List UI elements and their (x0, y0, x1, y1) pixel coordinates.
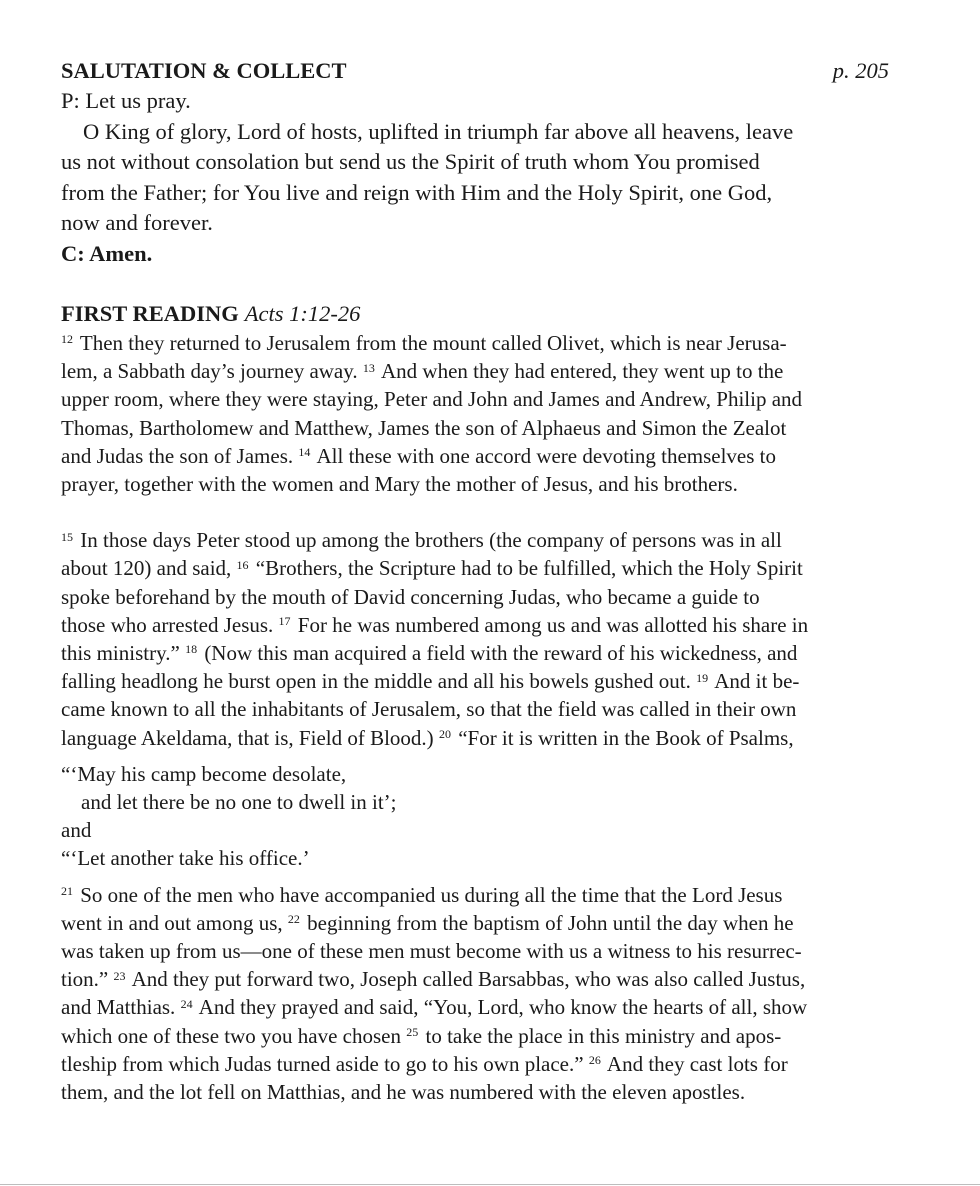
verse-number: 21 (61, 884, 73, 899)
verse-number: 12 (61, 332, 73, 347)
text-line: prayer, together with the women and Mary the mother of Jesus, and his brothers. (61, 472, 738, 497)
verse-number: 13 (362, 360, 375, 375)
scripture-paragraph-2 (61, 526, 903, 752)
text-line: them, and the lot fell on Matthias, and he was numbered with the eleven apostles. (61, 1080, 746, 1105)
text-line: tion.” $^{23}$ And they put forward two, Joseph called Barsabbas, who was also called Justus, (61, 967, 806, 992)
text-line: language Akeldama, that is, Field of Blood.) $^{20}$ “For it is written in the Book of Psalms, (61, 725, 794, 750)
verse-number: 16 (236, 557, 249, 572)
verse-number: 14 (298, 445, 311, 460)
reading-heading (61, 299, 903, 329)
verse-number: 17 (278, 614, 291, 629)
verse-number: 24 (180, 996, 193, 1011)
verse-number: 15 (61, 529, 73, 544)
text-line: and Matthias. $^{24}$ And they prayed and said, “You, Lord, who know the hearts of all, show (61, 995, 808, 1020)
collect-line: us not without consolation but send us the Spirit of truth whom You promised (61, 149, 760, 174)
quote-line: “‘May his camp become desolate, (61, 761, 347, 786)
text-line: about 120) and said, $^{16}$ “Brothers, the Scripture had to be fulfilled, which the Holy Spirit (61, 556, 803, 581)
page-reference: p. 205 (832, 58, 889, 83)
text-line: and Judas the son of James. $^{14}$ All these with one accord were devoting themselves to (61, 443, 777, 468)
text-line: which one of these two you have chosen $^{25}$ to take the place in this ministry and apos- (61, 1023, 782, 1048)
collect-line: from the Father; for You live and reign with Him and the Holy Spirit, one God, (61, 179, 773, 205)
quote-line: “‘Let another take his office.’ (61, 846, 310, 871)
text-line: falling headlong he burst open in the middle and all his bowels gushed out. $^{19}$ And it be- (61, 669, 800, 694)
text-line: tleship from which Judas turned aside to go to his own place.” $^{26}$ And they cast lots for (61, 1051, 788, 1076)
page-bottom-rule (0, 1184, 980, 1185)
psalm-quotation (61, 760, 903, 873)
reading-title: FIRST READING (61, 301, 239, 326)
verse-number: 18 (185, 642, 198, 657)
quote-conjunction: and (61, 818, 92, 843)
text-line: spoke beforehand by the mouth of David concerning Judas, who became a guide to (61, 584, 760, 609)
text-line: $^{15}$ In those days Peter stood up among the brothers (the company of persons was in all (61, 528, 782, 553)
collect-line: now and forever. (61, 210, 213, 235)
text-line: those who arrested Jesus. $^{17}$ For he was numbered among us and was allotted his share in (61, 612, 809, 637)
scripture-paragraph-1 (61, 329, 903, 498)
congregation-response: C: Amen. (61, 240, 153, 266)
text-line: $^{12}$ Then they returned to Jerusalem from the mount called Olivet, which is near Jerusa- (61, 331, 787, 355)
collect-line: O King of glory, Lord of hosts, uplifted in triumph far above all heavens, leave (83, 118, 794, 144)
verse-number: 19 (696, 670, 709, 685)
quote-line: and let there be no one to dwell in it’; (81, 790, 397, 815)
verse-number: 20 (438, 727, 451, 742)
text-line: lem, a Sabbath day’s journey away. $^{13}$ And when they had entered, they went up to the (61, 359, 784, 384)
document-page (61, 56, 903, 1106)
scripture-paragraph-3 (61, 881, 903, 1107)
text-line: went in and out among us, $^{22}$ beginning from the baptism of John until the day when he (61, 910, 794, 935)
salutation-heading (61, 56, 903, 86)
verse-number: 25 (406, 1025, 419, 1040)
pastor-line: P: Let us pray. (61, 88, 191, 113)
reading-citation: Acts 1:12-26 (244, 301, 361, 326)
section-title: SALUTATION & COLLECT (61, 58, 347, 83)
text-line: Thomas, Bartholomew and Matthew, James the son of Alphaeus and Simon the Zealot (61, 415, 787, 440)
text-line: upper room, where they were staying, Peter and John and James and Andrew, Philip and (61, 387, 803, 412)
text-line: this ministry.” $^{18}$ (Now this man acquired a field with the reward of his wickedness, and (61, 641, 798, 666)
collect-prayer (61, 117, 903, 239)
text-line: $^{21}$ So one of the men who have accompanied us during all the time that the Lord Jesus (61, 882, 783, 907)
verse-number: 23 (113, 968, 126, 983)
text-line: came known to all the inhabitants of Jerusalem, so that the field was called in their own (61, 697, 797, 722)
verse-number: 22 (287, 912, 300, 927)
text-line: was taken up from us—one of these men must become with us a witness to his resurrec- (61, 939, 802, 964)
verse-number: 26 (588, 1053, 601, 1068)
